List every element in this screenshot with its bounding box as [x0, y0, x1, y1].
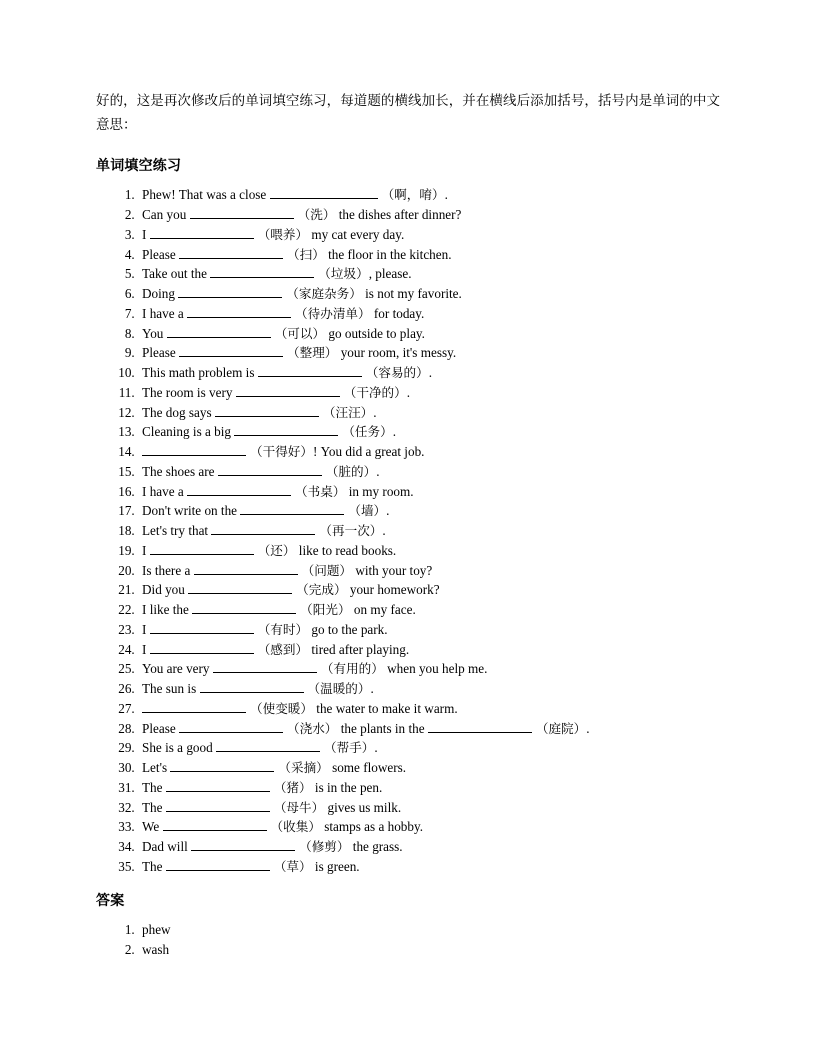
- answer-blank[interactable]: [150, 554, 254, 555]
- exercise-item: [138, 837, 720, 856]
- answer-blank[interactable]: [179, 356, 283, 357]
- chinese-hint: （干净的）: [339, 384, 407, 400]
- answer-blank[interactable]: [216, 751, 320, 752]
- chinese-hint-second: （庭院）: [531, 720, 587, 736]
- exercise-item: [138, 264, 720, 283]
- exercise-item: [138, 738, 720, 757]
- chinese-hint: （浇水）: [283, 720, 338, 736]
- answer-blank[interactable]: [150, 633, 254, 634]
- exercise-item: [138, 442, 720, 461]
- exercise-item: [138, 284, 720, 303]
- exercise-text-after: go to the park.: [308, 621, 388, 637]
- exercise-heading: 单词填空练习: [96, 158, 182, 175]
- answer-item: 2. wash: [138, 940, 720, 959]
- answer-blank[interactable]: [190, 218, 294, 219]
- chinese-hint: （可以）: [270, 325, 326, 341]
- chinese-hint: （温暖的）: [303, 681, 371, 696]
- exercise-text-before: The shoes are: [142, 463, 218, 479]
- answer-blank[interactable]: [218, 475, 322, 476]
- chinese-hint: （还）: [253, 542, 296, 558]
- exercise-text-after: for today.: [370, 305, 425, 321]
- chinese-hint: （猪）: [269, 779, 312, 795]
- exercise-text-before: Is there a: [142, 562, 194, 578]
- answer-blank[interactable]: [200, 692, 304, 693]
- exercise-item: [138, 245, 720, 264]
- answer-blank[interactable]: [150, 238, 254, 239]
- answer-blank[interactable]: [179, 732, 283, 733]
- chinese-hint: （啊，唷）: [377, 187, 445, 203]
- answer-blank[interactable]: [170, 771, 274, 772]
- exercise-item: [138, 778, 720, 797]
- exercise-text-after: .: [374, 740, 378, 756]
- chinese-hint: （问题）: [297, 562, 353, 578]
- chinese-hint: （容易的）: [361, 365, 429, 380]
- exercise-text-after: the grass.: [349, 839, 403, 854]
- answer-blank[interactable]: [166, 870, 270, 871]
- exercise-item: [138, 462, 720, 481]
- exercise-item: [138, 403, 720, 422]
- exercise-text-after: .: [444, 187, 448, 203]
- exercise-item: [138, 798, 720, 817]
- exercise-item: [138, 561, 720, 580]
- exercise-text-after: on my face.: [350, 602, 416, 617]
- exercise-text-before: Please: [142, 345, 179, 361]
- exercise-text-after: the floor in the kitchen.: [324, 246, 452, 262]
- exercise-text-after-second: .: [586, 720, 590, 736]
- chinese-hint: （再一次）: [315, 523, 383, 538]
- exercise-item: [138, 363, 720, 382]
- answer-blank[interactable]: [234, 435, 338, 436]
- exercise-text-after: .: [382, 523, 386, 538]
- exercise-text-after: go outside to play.: [325, 325, 425, 341]
- exercise-item: [138, 857, 720, 876]
- exercise-item: [138, 699, 720, 718]
- answer-blank[interactable]: [194, 574, 298, 575]
- exercise-text-before: Cleaning is a big: [142, 424, 235, 440]
- exercise-item: [138, 185, 720, 204]
- exercise-item: [138, 580, 720, 599]
- answer-blank[interactable]: [188, 593, 292, 594]
- exercise-text-before: The sun is: [142, 681, 200, 696]
- answer-blank[interactable]: [213, 672, 317, 673]
- exercise-text-after: .: [376, 463, 380, 479]
- exercise-text-before: Please: [142, 720, 179, 736]
- exercise-item: [138, 304, 720, 323]
- chinese-hint: （喂养）: [253, 226, 309, 242]
- exercise-text-before: I: [142, 226, 150, 242]
- exercise-text-before: Take out the: [142, 266, 211, 282]
- exercise-text-before: Did you: [142, 582, 189, 598]
- exercise-item: [138, 817, 720, 836]
- exercise-text-after: .: [370, 681, 374, 696]
- exercise-item: [138, 205, 720, 224]
- exercise-text-before: She is a good: [142, 740, 216, 756]
- answer-blank[interactable]: [192, 613, 296, 614]
- answer-blank[interactable]: [191, 850, 295, 851]
- answer-blank[interactable]: [187, 495, 291, 496]
- exercise-text-before: Can you: [142, 207, 190, 222]
- exercise-text-after: , please.: [368, 266, 412, 282]
- answer-blank[interactable]: [166, 811, 270, 812]
- chinese-hint: （待办清单）: [291, 305, 371, 321]
- chinese-hint: （母牛）: [269, 799, 325, 815]
- exercise-text-before: You: [142, 325, 167, 341]
- exercise-item: [138, 659, 720, 678]
- exercise-text-after: the dishes after dinner?: [335, 207, 462, 222]
- exercise-text-before: We: [142, 819, 163, 835]
- chinese-hint: （垃圾）: [314, 266, 369, 282]
- exercise-item: [138, 679, 720, 698]
- answer-blank[interactable]: [240, 514, 344, 515]
- exercise-text-after: like to read books.: [295, 542, 397, 558]
- answer-blank[interactable]: [187, 317, 291, 318]
- answer-blank[interactable]: [211, 534, 315, 535]
- chinese-hint: （任务）: [338, 424, 393, 440]
- chinese-hint: （修剪）: [295, 839, 350, 854]
- answer-blank[interactable]: [163, 830, 267, 831]
- exercise-text-after: the plants in the: [337, 720, 428, 736]
- exercise-item: [138, 225, 720, 244]
- exercise-item: [138, 422, 720, 441]
- exercise-text-after: when you help me.: [383, 661, 488, 677]
- exercise-item: [138, 640, 720, 659]
- exercise-text-before: The dog says: [142, 404, 215, 420]
- exercise-text-before: The room is very: [142, 384, 236, 400]
- exercise-text-after: is in the pen.: [311, 779, 383, 795]
- chinese-hint: （家庭杂务）: [282, 286, 362, 301]
- chinese-hint: （使变暖）: [246, 700, 313, 716]
- exercise-list: [96, 185, 720, 876]
- chinese-hint: （书桌）: [291, 483, 346, 499]
- answer-blank[interactable]: [142, 455, 246, 456]
- exercise-text-after: my cat every day.: [308, 226, 405, 242]
- exercise-item: [138, 343, 720, 362]
- exercise-text-after: .: [386, 503, 390, 519]
- answer-blank[interactable]: [167, 337, 271, 338]
- chinese-hint: （阳光）: [296, 602, 351, 617]
- intro-paragraph: 好的，这是再次修改后的单词填空练习，每道题的横线加长，并在横线后添加括号，括号内是单词的中文意思：: [96, 93, 720, 133]
- exercise-text-before: Let's: [142, 760, 171, 775]
- answer-blank-second[interactable]: [428, 732, 532, 733]
- answer-blank[interactable]: [142, 712, 246, 713]
- exercise-text-before: Don't write on the: [142, 503, 241, 519]
- exercise-text-before: I like the: [142, 602, 193, 617]
- exercise-text-after: gives us milk.: [324, 799, 402, 815]
- chinese-hint: （脏的）: [321, 463, 377, 479]
- chinese-hint: （有时）: [253, 621, 309, 637]
- exercise-text-after: in my room.: [345, 483, 414, 499]
- exercise-text-after: .: [373, 404, 377, 420]
- exercise-item: [138, 383, 720, 402]
- exercise-text-after: is green.: [311, 858, 360, 874]
- chinese-hint: （洗）: [293, 207, 336, 222]
- exercise-text-before: You are very: [142, 661, 213, 677]
- exercise-text-before: I have a: [142, 483, 188, 499]
- exercise-item: [138, 620, 720, 639]
- chinese-hint: （有用的）: [316, 661, 384, 677]
- exercise-text-after: .: [406, 384, 411, 400]
- exercise-text-before: The: [142, 858, 166, 874]
- chinese-hint: （帮手）: [320, 740, 375, 756]
- answer-item: 1. phew: [138, 920, 720, 939]
- answer-blank[interactable]: [179, 258, 283, 259]
- exercise-item: [138, 600, 720, 619]
- exercise-item: [138, 521, 720, 540]
- exercise-text-after: .: [428, 365, 433, 380]
- exercise-text-before: Dad will: [142, 839, 192, 854]
- exercise-text-before: Phew! That was a close: [142, 187, 270, 203]
- exercise-text-after: the water to make it warm.: [312, 700, 458, 716]
- exercise-text-before: The: [142, 779, 166, 795]
- exercise-text-after: your homework?: [346, 582, 440, 598]
- chinese-hint: （收集）: [266, 819, 321, 835]
- exercise-text-before: Please: [142, 246, 179, 262]
- answer-blank[interactable]: [270, 198, 378, 199]
- exercise-text-before: I: [142, 542, 150, 558]
- chinese-hint: （整理）: [283, 345, 338, 361]
- exercise-text-after: with your toy?: [352, 562, 433, 578]
- answers-heading: 答案: [96, 893, 125, 909]
- exercise-text-after: some flowers.: [328, 760, 407, 775]
- exercise-text-after: your room, it's messy.: [337, 345, 457, 361]
- exercise-text-before: The: [142, 799, 166, 815]
- exercise-text-before: Let's try that: [142, 523, 212, 538]
- exercise-item: [138, 758, 720, 777]
- exercise-text-before: I have a: [142, 305, 188, 321]
- exercise-item: [138, 482, 720, 501]
- answer-list: [96, 920, 720, 959]
- answer-blank[interactable]: [236, 396, 340, 397]
- answer-blank[interactable]: [210, 277, 314, 278]
- exercise-item: [138, 541, 720, 560]
- exercise-text-before: Doing: [142, 286, 179, 301]
- chinese-hint: （完成）: [292, 582, 347, 598]
- exercise-text-after: .: [392, 424, 396, 440]
- exercise-text-after: is not my favorite.: [361, 286, 462, 301]
- exercise-text-before: I: [142, 641, 150, 657]
- exercise-item: [138, 324, 720, 343]
- exercise-text-after: tired after playing.: [308, 641, 410, 657]
- chinese-hint: （扫）: [283, 246, 325, 262]
- chinese-hint: （汪汪）: [318, 404, 374, 420]
- chinese-hint: （草）: [269, 858, 312, 874]
- answer-blank[interactable]: [215, 416, 319, 417]
- exercise-text-after: ! You did a great job.: [312, 444, 425, 459]
- exercise-text-after: stamps as a hobby.: [320, 819, 424, 835]
- exercise-item: [138, 719, 720, 738]
- answer-blank[interactable]: [166, 791, 270, 792]
- chinese-hint: （墙）: [344, 503, 387, 519]
- chinese-hint: （干得好）: [246, 444, 313, 459]
- chinese-hint: （采摘）: [274, 760, 329, 775]
- chinese-hint: （感到）: [253, 641, 309, 657]
- exercise-item: [138, 501, 720, 520]
- exercise-text-before: This math problem is: [142, 365, 258, 380]
- exercise-text-before: I: [142, 621, 150, 637]
- answer-blank[interactable]: [258, 376, 362, 377]
- answer-blank[interactable]: [150, 653, 254, 654]
- answer-blank[interactable]: [178, 297, 282, 298]
